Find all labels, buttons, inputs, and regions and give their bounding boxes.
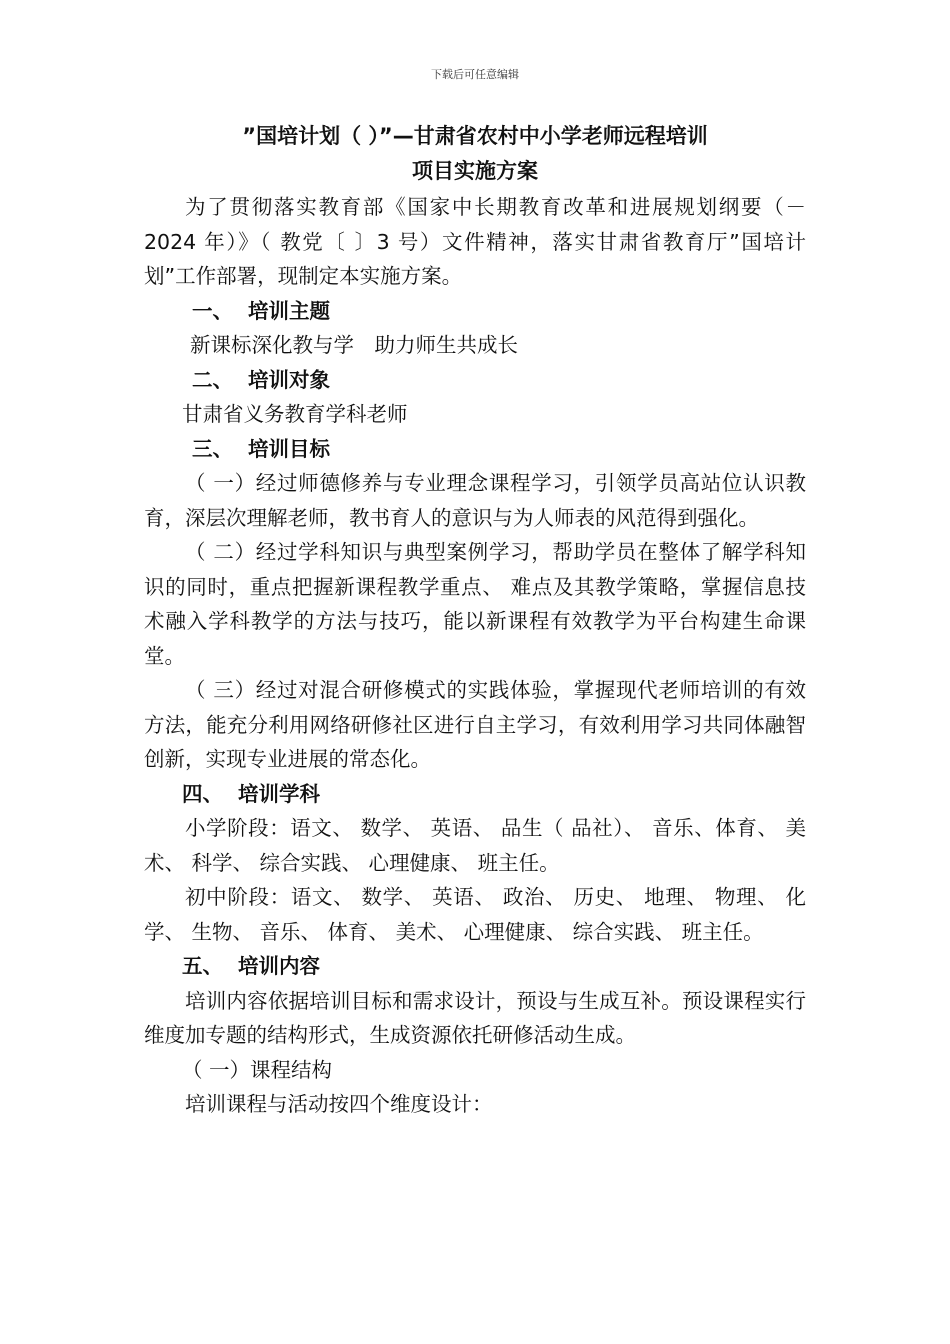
goal-paragraph-3: （ 三）经过对混合研修模式的实践体验，掌握现代老师培训的有效方法，能充分利用网络研修社区进行自主学习，有效利用学习共同体融智创新，实现专业进展的常态化。 bbox=[144, 678, 806, 771]
content-paragraph-2: 培训课程与活动按四个维度设计： bbox=[185, 1092, 493, 1116]
section-heading-3 bbox=[144, 432, 806, 467]
section-heading-4 bbox=[144, 777, 806, 812]
goal-paragraph-2: （ 二）经过学科知识与典型案例学习，帮助学员在整体了解学科知识的同时，重点把握新课程教学重点、 难点及其教学策略，掌握信息技术融入学科教学的方法与技巧，能以新课程有效教学为平台构建生命课堂。 bbox=[144, 540, 806, 668]
document-title-line1: ”国培计划（ ）”—甘肃省农村中小学老师远程培训 bbox=[242, 124, 708, 148]
section-heading-5 bbox=[144, 949, 806, 984]
section-heading-1 bbox=[144, 294, 806, 329]
section-title: 培训对象 bbox=[248, 367, 330, 392]
section-body-theme: 新课标深化教与学 助力师生共成长 bbox=[190, 333, 518, 357]
goal-paragraph-1: （ 一）经过师德修养与专业理念课程学习，引领学员高站位认识教育，深层次理解老师，教书育人的意识与为人师表的风范得到强化。 bbox=[144, 471, 806, 530]
section-heading-2 bbox=[144, 363, 806, 398]
content-subheading: （ 一）课程结构 bbox=[182, 1057, 333, 1082]
section-number: 二、 bbox=[192, 367, 233, 392]
header-note: 下载后可任意编辑 bbox=[431, 68, 519, 81]
subjects-junior: 初中阶段：语文、 数学、 英语、 政治、 历史、 地理、 物理、 化学、 生物、 音乐、 体育、 美术、 心理健康、 综合实践、 班主任。 bbox=[144, 885, 806, 944]
section-number: 三、 bbox=[192, 436, 233, 461]
section-title: 培训主题 bbox=[248, 298, 330, 323]
section-title: 培训目标 bbox=[248, 436, 330, 461]
content-paragraph-1: 培训内容依据培训目标和需求设计，预设与生成互补。预设课程实行维度加专题的结构形式，生成资源依托研修活动生成。 bbox=[144, 988, 806, 1047]
document-title-line2: 项目实施方案 bbox=[412, 159, 538, 183]
section-number: 四、 bbox=[182, 781, 223, 806]
intro-paragraph: 为了贯彻落实教育部《国家中长期教育改革和进展规划纲要（－2024 年）》（ 教党〔 〕3 号）文件精神，落实甘肃省教育厅”国培计划”工作部署，现制定本实施方案。 bbox=[144, 195, 806, 288]
section-body-audience: 甘肃省义务教育学科老师 bbox=[182, 402, 408, 426]
subjects-primary: 小学阶段：语文、 数学、 英语、 品生（ 品社）、 音乐、体育、 美术、 科学、 综合实践、 心理健康、 班主任。 bbox=[144, 816, 806, 875]
document-body bbox=[144, 190, 806, 1122]
section-number: 一、 bbox=[192, 298, 233, 323]
section-title: 培训学科 bbox=[238, 781, 320, 806]
section-number: 五、 bbox=[182, 954, 223, 978]
section-title: 培训内容 bbox=[238, 954, 320, 978]
